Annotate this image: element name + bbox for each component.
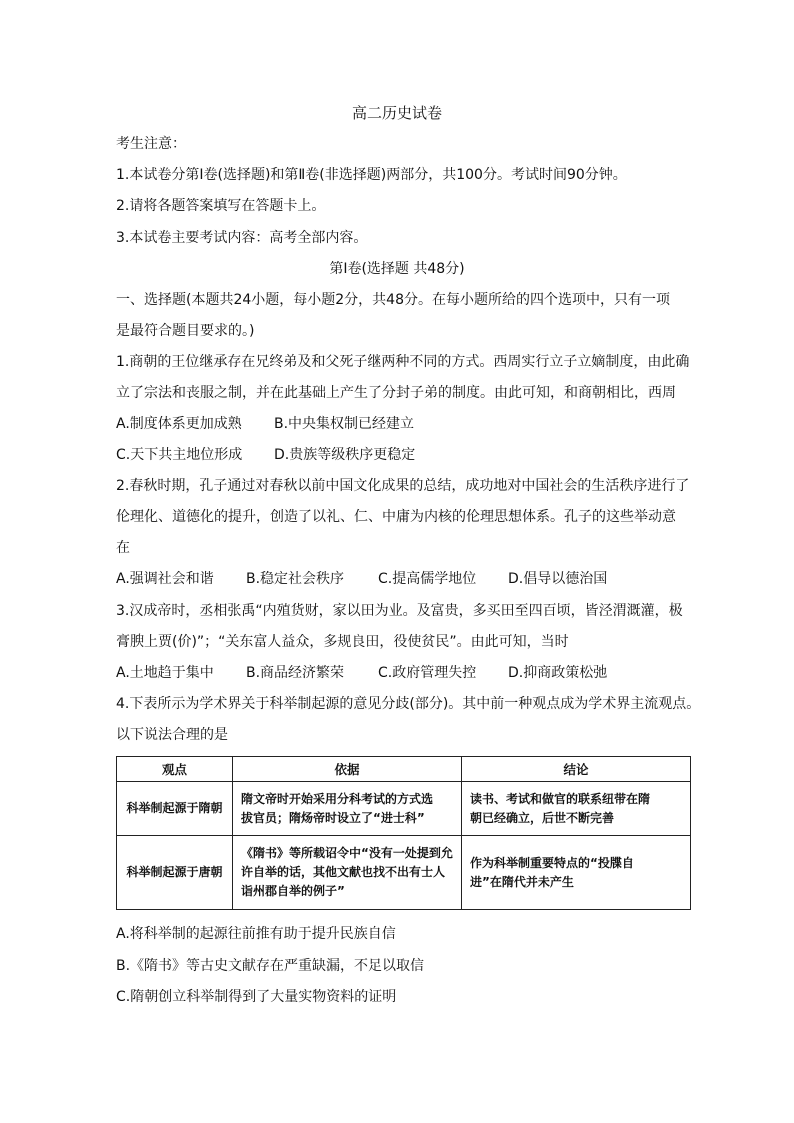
table-row xyxy=(117,836,691,910)
table-cell-basis: 隋文帝时开始采用分科考试的方式选 拔官员；隋炀帝时设立了“进士科” xyxy=(233,782,462,836)
option-c[interactable]: C.天下共主地位形成 xyxy=(116,447,243,463)
table-header: 结论 xyxy=(462,757,691,782)
question-2-options-row xyxy=(116,569,686,589)
question-2-stem: 2.春秋时期，孔子通过对春秋以前中国文化成果的总结，成功地对中国社会的生活秩序进行了 xyxy=(116,478,690,494)
notice-item: 1.本试卷分第Ⅰ卷(选择题)和第Ⅱ卷(非选择题)两部分，共100分。考试时间90分钟。 xyxy=(116,167,627,183)
question-1-stem: 立了宗法和丧服之制，并在此基础上产生了分封子弟的制度。由此可知，和商朝相比，西周 xyxy=(116,385,676,401)
table-cell-conclusion: 读书、考试和做官的联系纽带在隋 朝已经确立，后世不断完善 xyxy=(462,782,691,836)
question-3-options-row xyxy=(116,663,686,683)
question-2-stem: 伦理化、道德化的提升，创造了以礼、仁、中庸为内核的伦理思想体系。孔子的这些举动意 xyxy=(116,509,676,525)
option-b[interactable]: B.稳定社会秩序 xyxy=(246,571,345,587)
exam-title: 高二历史试卷 xyxy=(351,104,442,122)
question-1-stem: 1.商朝的王位继承存在兄终弟及和父死子继两种不同的方式。西周实行立子立嫡制度，由此确 xyxy=(116,354,690,370)
option-c[interactable]: C.政府管理失控 xyxy=(378,665,477,681)
question-1-options-row xyxy=(116,445,686,465)
option-d[interactable]: D.抑商政策松弛 xyxy=(508,665,608,681)
table-cell-view: 科举制起源于隋朝 xyxy=(117,782,233,836)
table-row xyxy=(117,782,691,836)
notice-item: 3.本试卷主要考试内容：高考全部内容。 xyxy=(116,230,368,246)
table-header: 观点 xyxy=(117,757,233,782)
option-c[interactable]: C.隋朝创立科举制得到了大量实物资料的证明 xyxy=(116,989,397,1005)
notice-heading: 考生注意： xyxy=(116,136,186,152)
option-a[interactable]: A.制度体系更加成熟 xyxy=(116,416,242,432)
question-4-stem: 以下说法合理的是 xyxy=(116,727,228,743)
option-b[interactable]: B.商品经济繁荣 xyxy=(246,665,345,681)
section-instructions: 一、选择题(本题共24小题，每小题2分，共48分。在每小题所给的四个选项中，只有一项 xyxy=(116,292,670,308)
option-d[interactable]: D.倡导以德治国 xyxy=(508,571,608,587)
section-instructions: 是最符合题目要求的。) xyxy=(116,323,255,339)
table-cell-conclusion: 作为科举制重要特点的“投牒自 进”在隋代并未产生 xyxy=(462,836,691,910)
option-a[interactable]: A.土地趋于集中 xyxy=(116,665,214,681)
question-2-stem: 在 xyxy=(116,540,130,556)
section-title: 第Ⅰ卷(选择题 共48分) xyxy=(329,261,465,277)
table-header-row xyxy=(117,757,691,782)
origin-debate-table xyxy=(116,756,691,910)
option-d[interactable]: D.贵族等级秩序更稳定 xyxy=(274,447,416,463)
question-3-stem: 3.汉成帝时，丞相张禹“内殖货财，家以田为业。及富贵，多买田至四百顷，皆泾渭溉灌，极 xyxy=(116,603,683,619)
table-header: 依据 xyxy=(233,757,462,782)
question-4-stem: 4.下表所示为学术界关于科举制起源的意见分歧(部分)。其中前一种观点成为学术界主流观点。 xyxy=(116,696,701,712)
option-b[interactable]: B.《隋书》等古史文献存在严重缺漏，不足以取信 xyxy=(116,958,425,974)
question-3-stem: 膏腴上贾(价)”；“关东富人益众，多规良田，役使贫民”。由此可知，当时 xyxy=(116,634,569,650)
table-cell-basis: 《隋书》等所载诏令中“没有一处提到允 许自举的话，其他文献也找不出有士人 诣州郡自举的例子” xyxy=(233,836,462,910)
table-cell-view: 科举制起源于唐朝 xyxy=(117,836,233,910)
question-1-options-row xyxy=(116,414,686,434)
option-c[interactable]: C.提高儒学地位 xyxy=(378,571,477,587)
option-a[interactable]: A.强调社会和谐 xyxy=(116,571,214,587)
option-b[interactable]: B.中央集权制已经建立 xyxy=(274,416,415,432)
option-a[interactable]: A.将科举制的起源往前推有助于提升民族自信 xyxy=(116,926,396,942)
notice-item: 2.请将各题答案填写在答题卡上。 xyxy=(116,198,326,214)
